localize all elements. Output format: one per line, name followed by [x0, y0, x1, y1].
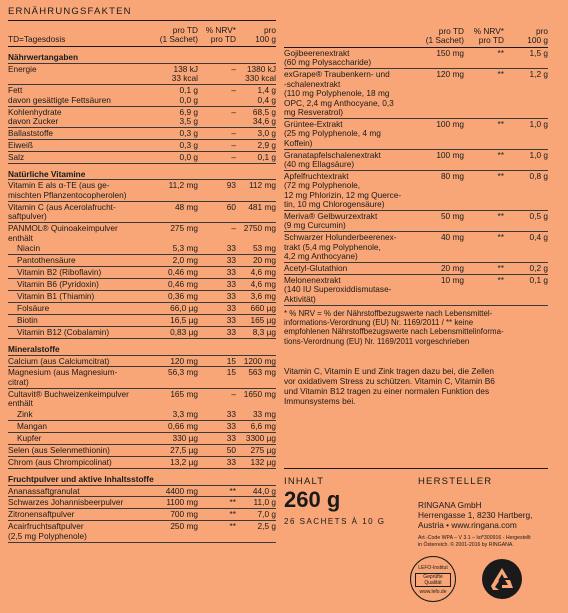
row-label: Vitamin B2 (Riboflavin) — [17, 267, 102, 278]
right-table-header — [284, 0, 548, 48]
row-label: Mangan — [17, 421, 47, 431]
right-column — [284, 0, 548, 406]
row-value-per-100g: 2,9 g — [257, 139, 276, 150]
row-value-per-100g: 165 µg — [250, 314, 276, 325]
section-heading — [8, 339, 276, 356]
row-value-per-100g: 0,1 g — [257, 151, 276, 162]
row-nrv: ** — [229, 521, 236, 532]
row-value-per-dose: 20 mg — [440, 263, 464, 274]
header-col2: % NRV* pro TD — [473, 26, 504, 45]
row-label: Salz — [8, 151, 25, 162]
health-claim: Vitamin C, Vitamin E und Zink tragen dazu bei, die Zellen vor oxidativem Stress zu schützen. Vitamin C, Vitamin B6 und Vitamin B12 tragen zu einer normalen Funktion des Immunsystems bei. — [284, 366, 495, 407]
table-row — [284, 69, 548, 119]
row-value-per-dose: 0,66 mg — [168, 421, 198, 431]
inhalt-value: 260 g — [284, 487, 341, 512]
row-nrv: 33 — [226, 432, 236, 443]
table-row — [8, 327, 276, 339]
row-value-per-dose: 6,9 g 3,5 g — [179, 106, 198, 126]
row-value-per-dose: 100 mg — [436, 149, 464, 160]
row-value-per-dose: 4400 mg — [165, 485, 198, 496]
row-label: Grüntee-Extrakt (25 mg Polyphenole, 4 mg Koffein) — [284, 118, 381, 148]
row-value-per-100g: 1380 kJ 330 kcal — [245, 63, 276, 84]
row-label: Vitamin C (aus Acerolafrucht- saftpulver) — [8, 201, 116, 222]
row-value-per-100g: 11,0 g — [253, 497, 276, 508]
row-value-per-dose: 13,2 µg — [170, 456, 198, 467]
divider — [284, 468, 548, 469]
table-row — [8, 367, 276, 388]
row-nrv: ** — [497, 170, 504, 181]
seal-top: LEFO-Institut — [418, 565, 448, 571]
row-label: Vitamin B1 (Thiamin) — [17, 291, 95, 302]
row-value-per-dose: 0,0 g — [179, 151, 198, 162]
table-row — [8, 389, 276, 409]
row-nrv: 33 — [226, 421, 236, 431]
row-value-per-dose: 0,46 mg — [168, 279, 198, 290]
row-nrv: 33 — [226, 267, 236, 278]
row-nrv: 33 — [226, 243, 236, 254]
row-nrv: ** — [497, 48, 504, 58]
row-value-per-100g: 1650 mg — [243, 388, 276, 399]
row-value-per-100g: 0,1 g — [529, 274, 548, 285]
row-value-per-dose: 330 µg — [172, 432, 198, 443]
seal-bottom: www.lefo.de — [419, 589, 447, 595]
row-label: Energie — [8, 63, 37, 74]
row-nrv: ** — [497, 274, 504, 285]
row-nrv: 33 — [226, 409, 236, 420]
row-value-per-dose: 1100 mg — [166, 497, 198, 508]
table-row — [8, 509, 276, 521]
header-col0: TD=Tagesdosis — [8, 34, 66, 44]
row-label: Vitamin B12 (Cobalamin) — [17, 326, 110, 337]
table-row — [8, 255, 276, 267]
row-nrv: ** — [497, 69, 504, 80]
row-value-per-100g: 8,3 µg — [252, 326, 276, 337]
row-value-per-dose: 275 mg — [170, 223, 198, 234]
table-row — [284, 119, 548, 150]
row-value-per-100g: 6,6 mg — [250, 421, 276, 431]
row-value-per-100g: 481 mg — [248, 201, 276, 212]
table-row — [8, 85, 276, 106]
row-value-per-100g: 1,0 g — [529, 118, 548, 129]
header-col1: pro TD (1 Sachet) — [159, 25, 198, 44]
row-nrv: – — [231, 388, 236, 399]
row-value-per-100g: 0,8 g — [529, 170, 548, 181]
row-value-per-100g: 4,6 mg — [250, 267, 276, 278]
row-value-per-100g: 660 µg — [250, 302, 276, 313]
row-nrv: 33 — [226, 314, 236, 325]
header-col3: pro 100 g — [255, 25, 276, 44]
section-heading — [8, 47, 276, 64]
row-label: Vitamin B6 (Pyridoxin) — [17, 279, 99, 290]
row-nrv: 33 — [226, 279, 236, 290]
table-row — [284, 211, 548, 232]
table-row — [8, 356, 276, 368]
row-nrv: 15 — [226, 367, 236, 378]
hersteller-address: RINGANA GmbH Herrengasse 1, 8230 Hartberg, Austria • www.ringana.com — [418, 500, 533, 530]
table-row — [284, 150, 548, 171]
header-col2: % NRV* pro TD — [205, 25, 236, 44]
table-row — [8, 152, 276, 164]
table-row — [8, 202, 276, 223]
hersteller-label: HERSTELLER — [418, 476, 493, 487]
row-value-per-dose: 0,83 µg — [170, 326, 198, 337]
row-label: Selen (aus Selenmethionin) — [8, 444, 110, 455]
row-label: Eiweiß — [8, 139, 33, 150]
row-value-per-dose: 138 kJ 33 kcal — [171, 63, 198, 84]
row-nrv: – — [231, 151, 236, 162]
row-value-per-100g: 7,0 g — [257, 509, 276, 520]
row-nrv: 33 — [226, 456, 236, 467]
row-nrv: ** — [497, 149, 504, 160]
row-label: Acairfruchtsaftpulver (2,5 mg Polyphenole) — [8, 521, 87, 541]
row-value-per-dose: 120 mg — [170, 355, 198, 366]
row-nrv: 33 — [226, 255, 236, 266]
row-nrv: ** — [497, 118, 504, 129]
table-row — [8, 486, 276, 498]
table-row — [8, 521, 276, 542]
row-value-per-dose: 0,3 g — [179, 127, 198, 138]
row-value-per-dose: 40 mg — [440, 232, 464, 243]
row-label: Schwarzer Holunderbeerenex- trakt (5,4 mg Polyphenole, 4,2 mg Anthocyane) — [284, 232, 397, 262]
header-col1: pro TD (1 Sachet) — [425, 26, 464, 45]
row-nrv: 15 — [226, 355, 236, 366]
row-nrv: ** — [497, 263, 504, 274]
small-print: Art.-Code WPA – V 3.1 – Ist*300916 - Hergestellt in Österreich. © 2001-2016 by RINGANA. — [418, 535, 531, 548]
header-col3: pro 100 g — [527, 26, 548, 45]
row-label: Kupfer — [17, 432, 42, 443]
recycle-icon — [482, 559, 522, 599]
row-label: Schwarzes Johannisbeerpulver — [8, 497, 124, 508]
row-label: Cultavit® Buchweizenkeimpulver enthält — [8, 388, 129, 409]
row-value-per-dose: 0,36 mg — [168, 291, 198, 302]
row-label: Kohlenhydrate davon Zucker — [8, 106, 62, 126]
row-value-per-dose: 80 mg — [440, 170, 464, 181]
row-nrv: – — [231, 85, 236, 96]
row-value-per-dose: 0,46 mg — [168, 267, 198, 278]
row-value-per-100g: 0,5 g — [529, 211, 548, 221]
row-label: Fett davon gesättigte Fettsäuren — [8, 85, 111, 105]
table-row — [8, 107, 276, 128]
row-label: Melonenextrakt (140 IU Superoxiddismutase- Aktivität) — [284, 274, 392, 304]
row-value-per-100g: 0,4 g — [529, 232, 548, 243]
row-label: Pantothensäure — [17, 255, 76, 266]
row-nrv: 60 — [226, 201, 236, 212]
row-value-per-dose: 50 mg — [440, 211, 464, 221]
row-label: Zink — [17, 409, 33, 420]
row-value-per-dose: 56,3 mg — [168, 367, 198, 378]
row-value-per-dose: 100 mg — [436, 118, 464, 129]
row-nrv: 33 — [226, 302, 236, 313]
table-row — [284, 275, 548, 306]
section-heading — [8, 469, 276, 486]
row-nrv: – — [231, 223, 236, 234]
table-row — [8, 180, 276, 201]
section-heading — [8, 164, 276, 181]
table-row — [284, 263, 548, 275]
row-value-per-100g: 20 mg — [252, 255, 276, 266]
table-row — [8, 433, 276, 445]
section-title: Nährwertangaben — [8, 52, 79, 62]
row-label: Apfelfruchtextrakt (72 mg Polyphenole, 12 mg Phlorizin, 12 mg Querce- tin, 10 mg Chlorogensäure) — [284, 170, 402, 210]
section-title: Fruchtpulver und aktive Inhaltsstoffe — [8, 473, 154, 484]
row-label: Vitamin E als α-TE (aus ge- mischten Pflanzentocopherolen) — [8, 180, 127, 200]
row-label: Folsäure — [17, 302, 50, 313]
row-nrv: ** — [497, 211, 504, 221]
row-nrv: 33 — [226, 326, 236, 337]
page-title: ERNÄHRUNGSFAKTEN — [8, 0, 276, 21]
row-value-per-100g: 3,6 mg — [250, 291, 276, 302]
row-value-per-100g: 1,5 g — [529, 48, 548, 58]
left-table-body — [8, 47, 276, 543]
nrv-footnote: * % NRV = % der Nährstoffbezugswerte nach Lebensmittel- informations-Verordnung (EU) Nr. 1169/2011 / ** keine empfohlenen Nährstoffbezugswerte nach Lebensmittelinforma- tions-Verordnung (EU) Nr. 1169/2011 vorgeschrieben — [284, 308, 504, 346]
row-label: Meriva® Gelbwurzextrakt (9 mg Curcumin) — [284, 211, 378, 231]
inhalt-sub: 26 SACHETS À 10 G — [284, 517, 386, 526]
row-label: Biotin — [17, 314, 38, 325]
row-value-per-100g: 53 mg — [252, 243, 276, 254]
table-row — [8, 315, 276, 327]
table-row — [284, 48, 548, 69]
row-value-per-dose: 27,5 µg — [170, 444, 198, 455]
row-value-per-dose: 5,3 mg — [172, 243, 198, 254]
row-label: Chrom (aus Chrompicolinat) — [8, 456, 112, 467]
row-label: Gojibeerenextrakt (60 mg Polysaccharide) — [284, 48, 372, 68]
row-nrv: ** — [229, 497, 236, 508]
table-row — [8, 421, 276, 433]
inhalt-label: INHALT — [284, 476, 325, 487]
table-row — [8, 279, 276, 291]
row-label: exGrape® Traubenkern- und -schalenextrakt (110 mg Polyphenole, 18 mg OPC, 2,4 mg Anthocyane, 0,3 mg Resveratrol) — [284, 69, 394, 117]
row-value-per-100g: 3300 µg — [245, 432, 276, 443]
table-row — [284, 171, 548, 211]
row-value-per-dose: 0,3 g — [179, 139, 198, 150]
row-value-per-dose: 66,0 µg — [170, 302, 198, 313]
row-value-per-dose: 3,3 mg — [172, 409, 198, 420]
row-label: Niacin — [17, 243, 41, 254]
table-row — [8, 64, 276, 85]
table-row — [8, 445, 276, 457]
row-nrv: ** — [229, 485, 236, 496]
row-label: Ananassaftgranulat — [8, 485, 80, 496]
row-value-per-100g: 1,0 g — [529, 149, 548, 160]
row-label: PANMOL® Quinoakeimpulver enthält — [8, 223, 118, 243]
row-value-per-100g: 275 µg — [250, 444, 276, 455]
table-row — [8, 497, 276, 509]
lefo-seal — [410, 556, 456, 602]
table-row — [8, 140, 276, 152]
row-value-per-100g: 1,2 g — [529, 69, 548, 80]
seal-middle: Geprüfte Qualität — [415, 573, 451, 587]
table-row — [284, 232, 548, 263]
row-value-per-100g: 3,0 g — [257, 127, 276, 138]
row-nrv: 33 — [226, 291, 236, 302]
table-row — [8, 291, 276, 303]
row-value-per-100g: 33 mg — [252, 409, 276, 420]
row-value-per-100g: 44,0 g — [252, 485, 276, 496]
row-value-per-dose: 150 mg — [436, 48, 464, 58]
row-value-per-100g: 112 mg — [248, 180, 276, 191]
row-value-per-100g: 563 mg — [248, 367, 276, 378]
row-value-per-100g: 132 µg — [250, 456, 276, 467]
row-label: Magnesium (aus Magnesium- citrat) — [8, 367, 118, 387]
row-nrv: 50 — [226, 444, 236, 455]
section-title: Mineralstoffe — [8, 343, 60, 354]
row-value-per-dose: 16,5 µg — [170, 314, 198, 325]
table-row — [8, 243, 276, 255]
row-value-per-dose: 0,1 g 0,0 g — [179, 85, 198, 105]
row-value-per-dose: 700 mg — [170, 509, 198, 520]
table-row — [8, 303, 276, 315]
row-value-per-100g: 68,5 g 34,6 g — [252, 106, 276, 126]
row-value-per-dose: 2,0 mg — [172, 255, 198, 266]
row-nrv: 93 — [226, 180, 236, 191]
section-title: Natürliche Vitamine — [8, 168, 86, 179]
row-label: Calcium (aus Calciumcitrat) — [8, 355, 110, 366]
row-nrv: ** — [497, 232, 504, 243]
table-row — [8, 223, 276, 243]
table-row — [8, 128, 276, 140]
row-nrv: – — [231, 63, 236, 74]
table-row — [8, 457, 276, 469]
row-label: Granatapfelschalenextrakt (40 mg Ellagsäure) — [284, 149, 381, 169]
row-nrv: – — [231, 106, 236, 117]
row-label: Ballaststoffe — [8, 127, 54, 138]
row-nrv: ** — [229, 509, 236, 520]
right-table-body — [284, 48, 548, 306]
row-value-per-dose: 120 mg — [436, 69, 464, 80]
row-value-per-100g: 2750 mg — [243, 223, 276, 234]
left-column — [8, 0, 276, 543]
table-row — [8, 267, 276, 279]
row-value-per-dose: 10 mg — [440, 274, 464, 285]
row-label: Zitronensaftpulver — [8, 509, 75, 520]
row-value-per-100g: 1,4 g 0,4 g — [257, 85, 276, 105]
row-value-per-dose: 250 mg — [170, 521, 198, 532]
left-table-header — [8, 21, 276, 47]
row-value-per-100g: 0,2 g — [529, 263, 548, 274]
row-value-per-dose: 48 mg — [174, 201, 198, 212]
row-nrv: – — [231, 127, 236, 138]
row-value-per-100g: 1200 mg — [243, 355, 276, 366]
table-row — [8, 409, 276, 421]
row-value-per-dose: 165 mg — [170, 388, 198, 399]
row-nrv: – — [231, 139, 236, 150]
row-value-per-100g: 4,6 mg — [250, 279, 276, 290]
row-value-per-dose: 11,2 mg — [168, 180, 198, 191]
row-value-per-100g: 2,5 g — [257, 521, 276, 532]
row-label: Acetyl-Glutathion — [284, 263, 348, 274]
